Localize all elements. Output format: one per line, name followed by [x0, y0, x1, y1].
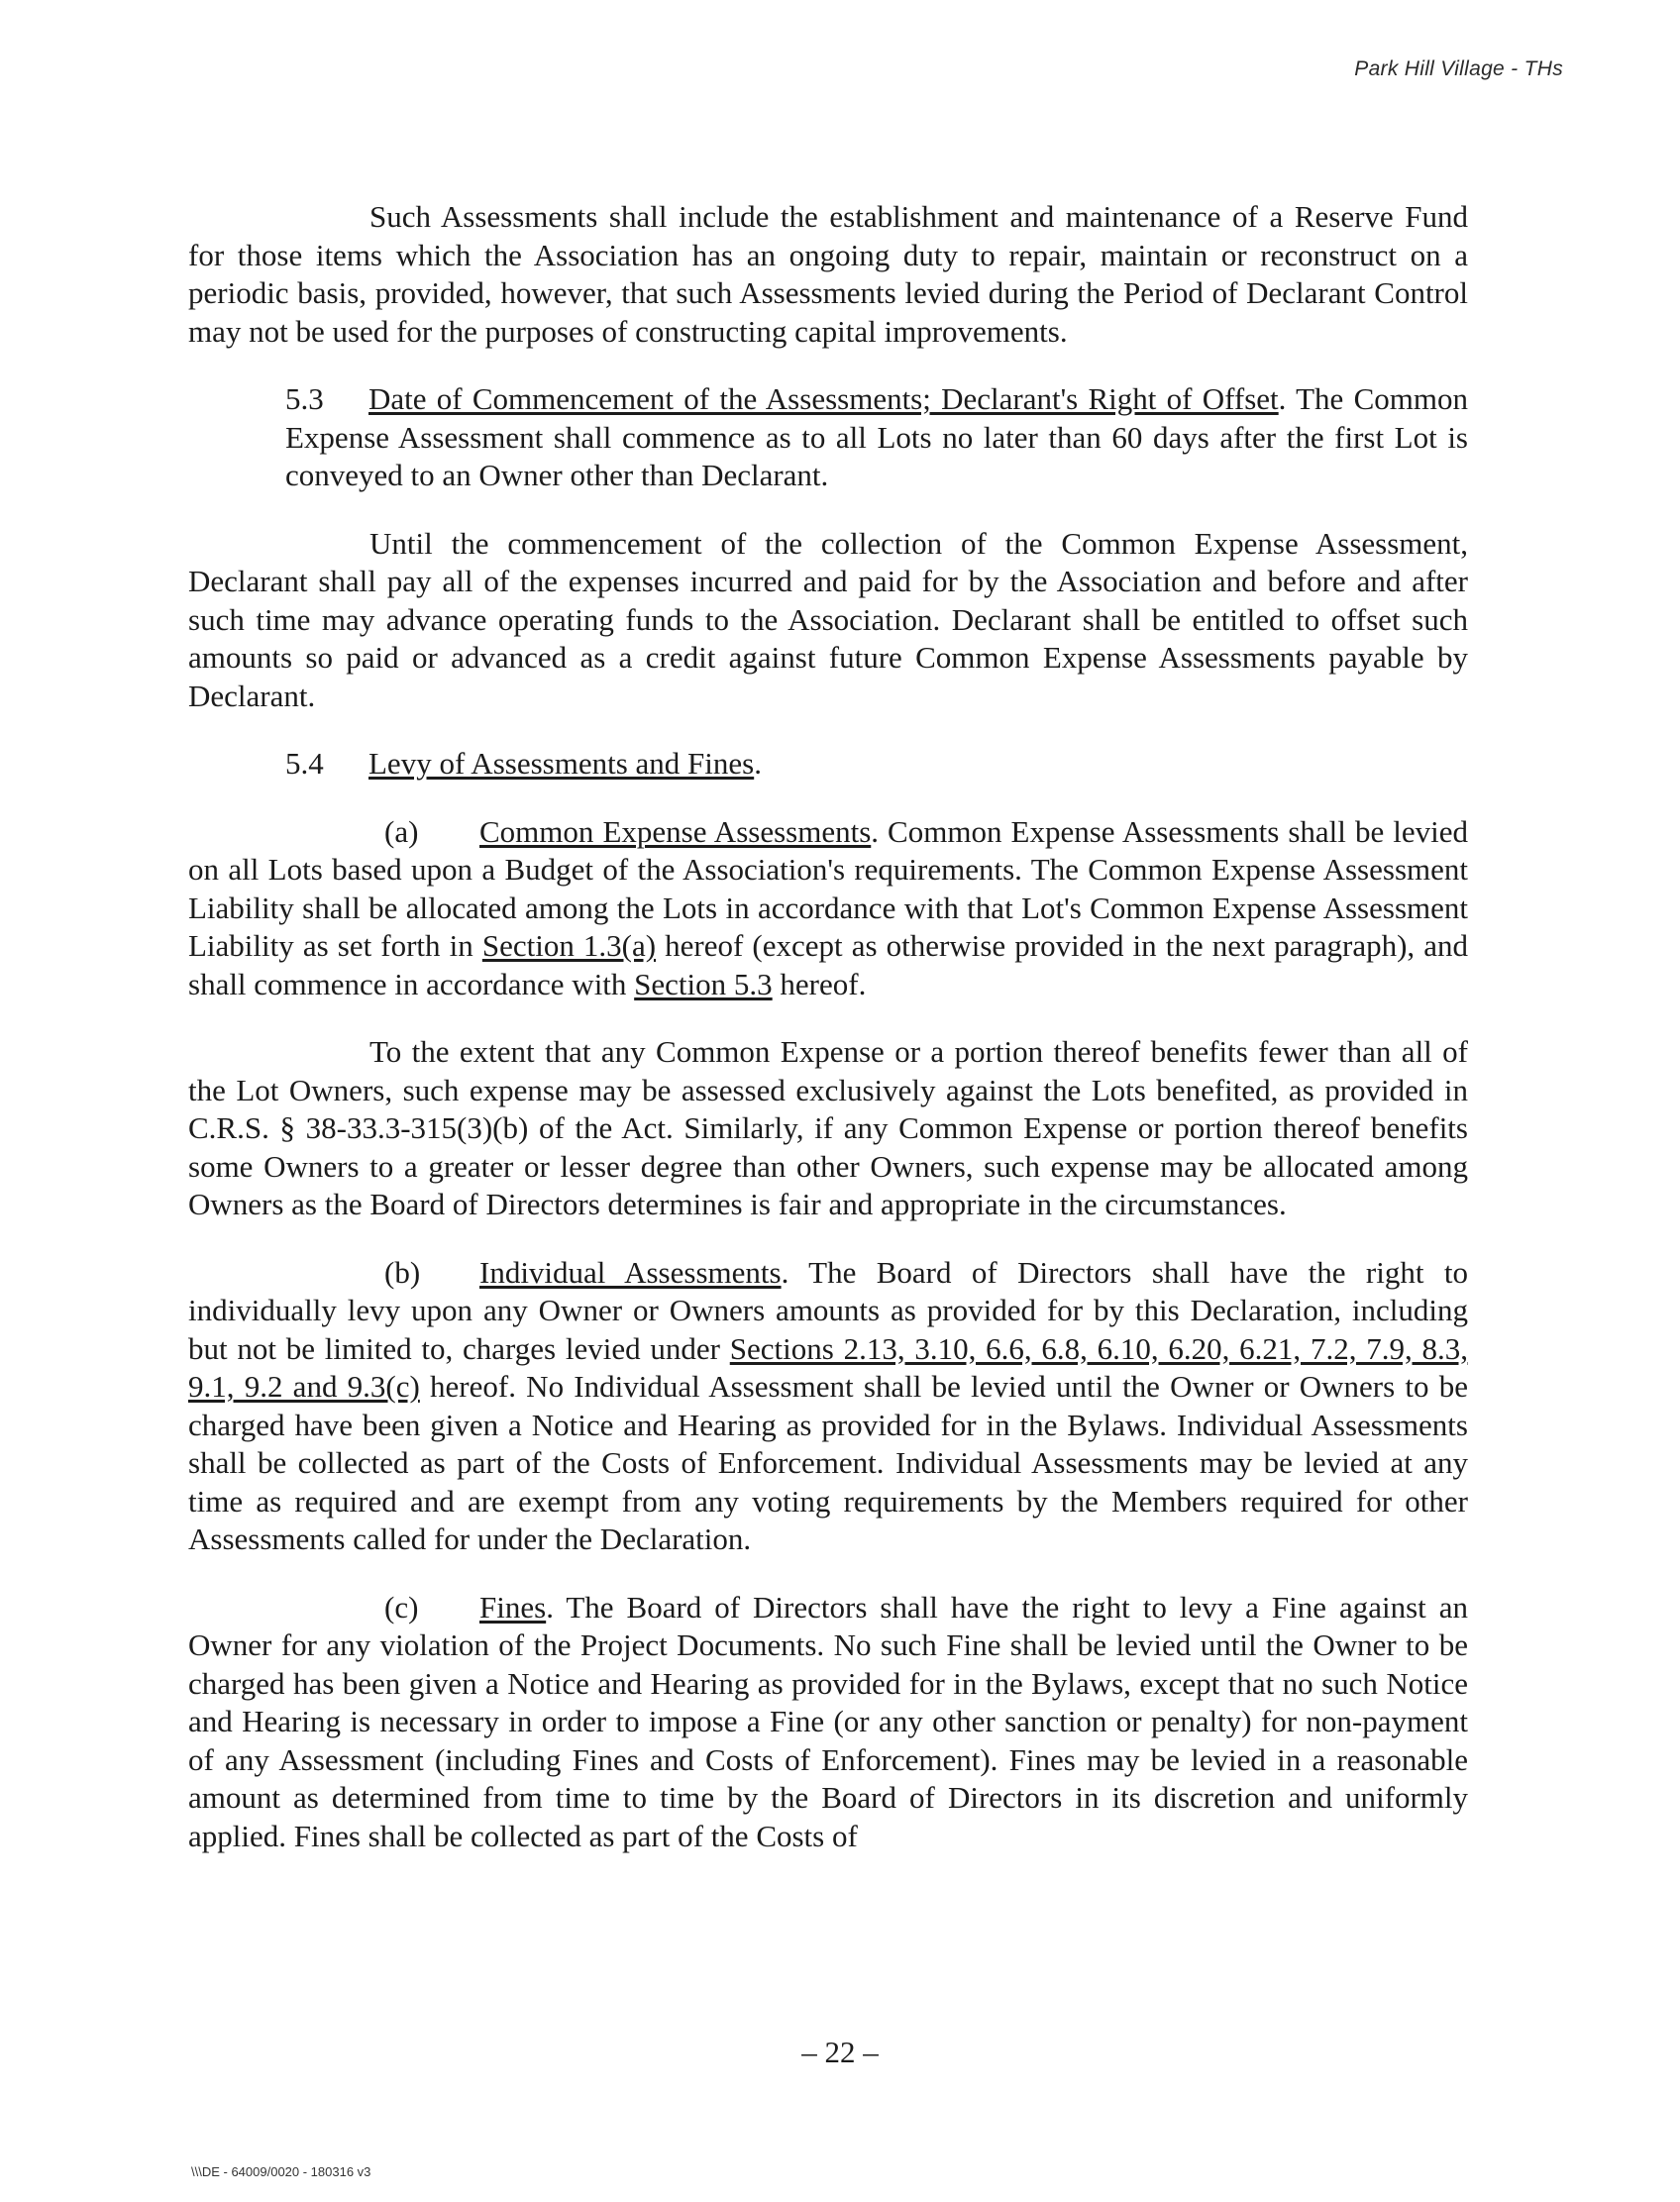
document-id: \\\DE - 64009/0020 - 180316 v3	[191, 2164, 371, 2179]
subsection-a: (a) Common Expense Assessments. Common Expense Assessments shall be levied on all Lots based upon a Budget of the Association's requirements. The Common Expense Assessment Liability shall be allocated among the Lots in accordance with that Lot's Common Expense Assessment Liability as set forth in Section 1.3(a) hereof (except as otherwise provided in the next paragraph), and shall commence in accordance with Section 5.3 hereof.	[188, 813, 1469, 1001]
subsection-heading: Individual Assessments	[479, 1254, 782, 1290]
subsection-heading: Common Expense Assessments	[479, 813, 872, 849]
paragraph-reserve-fund: Such Assessments shall include the establishment and maintenance of a Reserve Fund for those items which the Association has an ongoing duty to repair, maintain or reconstruct on a periodic basis, provided, however, that such Assessments levied during the Period of Declarant Control may not be used for the purposes of constructing capital improvements.	[188, 199, 1468, 349]
section-5-3	[188, 380, 1468, 495]
section-number: 5.4	[285, 746, 324, 781]
subsection-label: (c)	[384, 1589, 419, 1625]
running-header: Park Hill Village - THs	[1354, 57, 1563, 80]
page-number: – 22 –	[801, 2035, 879, 2069]
section-number: 5.3	[285, 381, 324, 416]
subsection-label: (b)	[384, 1254, 421, 1290]
subsection-c: (c) Fines. The Board of Directors shall have the right to levy a Fine against an Owner for any violation of the Project Documents. No such Fine shall be levied until the Owner to be charged has been given a Notice and Hearing as provided for in the Bylaws, except that no such Notice and Hearing is necessary in order to impose a Fine (or any other sanction or penalty) for non-payment of any Assessment (including Fines and Costs of Enforcement). Fines may be levied in a reasonable amount as determined from time to time by the Board of Directors in its discretion and uniformly applied. Fines shall be collected as part of the Costs of	[188, 1589, 1468, 1853]
section-heading: Date of Commencement of the Assessments; Declarant's Right of Offset	[368, 381, 1279, 416]
subsection-b: (b) Individual Assessments. The Board of Directors shall have the right to individually levy upon any Owner or Owners amounts as provided for by this Declaration, including but not be limited to, charges levied under Sections 2.13, 3.10, 6.6, 6.8, 6.10, 6.20, 6.21, 7.2, 7.9, 8.3, 9.1, 9.2 and 9.3(c) hereof. No Individual Assessment shall be levied until the Owner or Owners to be charged have been given a Notice and Hearing as provided for in the Bylaws. Individual Assessments shall be collected as part of the Costs of Enforcement. Individual Assessments may be levied at any time as required and are exempt from any voting requirements by the Members required for other Assessments called for under the Declaration.	[188, 1254, 1469, 1556]
subsection-heading: Fines	[479, 1589, 547, 1625]
document-body	[188, 198, 1468, 1885]
section-5-4: 5.4 Levy of Assessments and Fines.	[188, 745, 1468, 784]
cross-reference: Sections 2.13, 3.10, 6.6, 6.8, 6.10, 6.20, 6.21, 7.2, 7.9, 8.3, 9.1, 9.2 and 9.3(c)	[188, 1330, 1468, 1404]
cross-reference: Section 5.3	[634, 966, 773, 1001]
section-heading: Levy of Assessments and Fines	[368, 746, 755, 781]
paragraph-declarant-offset: Until the commencement of the collection of the Common Expense Assessment, Declarant shall pay all of the expenses incurred and paid for by the Association and before and after such time may advance operating funds to the Association. Declarant shall be entitled to offset such amounts so paid or advanced as a credit against future Common Expense Assessments payable by Declarant.	[188, 525, 1468, 713]
paragraph-common-expense-allocation: To the extent that any Common Expense or a portion thereof benefits fewer than all of the Lot Owners, such expense may be assessed exclusively against the Lots benefited, as provided in C.R.S. § 38-33.3-315(3)(b) of the Act. Similarly, if any Common Expense or portion thereof benefits some Owners to a greater or lesser degree than other Owners, such expense may be allocated among Owners as the Board of Directors determines is fair and appropriate in the circumstances.	[188, 1034, 1468, 1221]
subsection-label: (a)	[384, 813, 419, 849]
cross-reference: Section 1.3(a)	[481, 928, 657, 963]
section-text: . The Common Expense Assessment shall commence as to all Lots no later than 60 days after the first Lot is conveyed to an Owner other than Declarant.	[285, 381, 1468, 492]
